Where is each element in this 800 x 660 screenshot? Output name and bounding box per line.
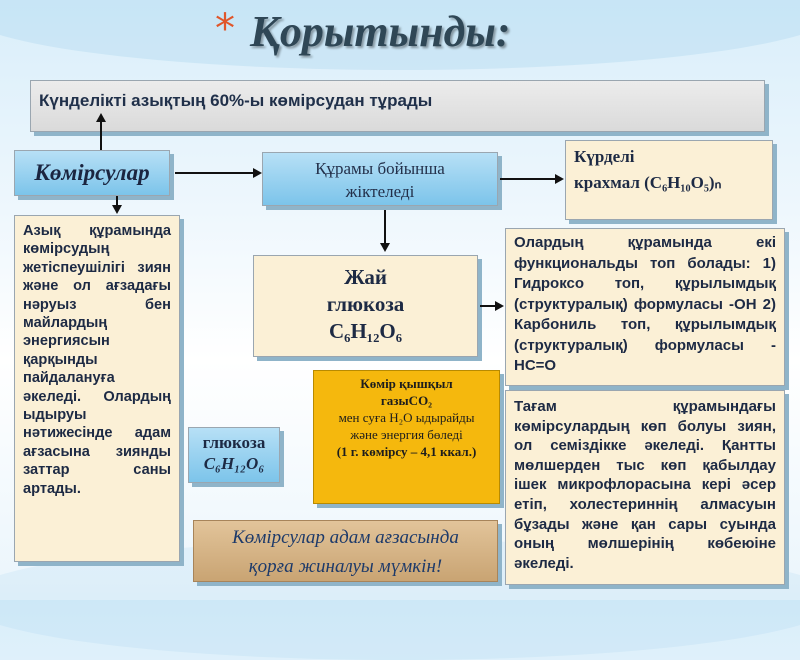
excess-text: Тағам құрамындағы көмірсулардың көп болуы зиян, ол семіздікке әкеледі. Қантты мөлшерден тыс көп қабылдау ішек микрофлорасына кері әсер етіп, холестериннің алмасуын бұзады және қан сары суында оның мөлшерінің көбеюіне әкеледі.: [514, 398, 776, 572]
simple-glucose-formula: C₆H₁₂O₆: [328, 319, 403, 343]
title-text: Қорытынды:: [250, 7, 511, 56]
complex-label: Күрделі: [574, 147, 635, 166]
arrow-down-line-2: [384, 210, 386, 245]
decomposition-line-3: мен суға H₂O ыдырайды: [338, 410, 475, 425]
glucose-formula: C₆H₁₂O₆: [203, 454, 265, 473]
carbohydrates-box: [14, 150, 170, 196]
composition-box: [262, 152, 498, 206]
arrow-right-head-2-icon: [555, 174, 564, 184]
arrow-right-line-2: [500, 178, 557, 180]
functional-groups-box: [505, 228, 785, 386]
starch-formula: крахмал (C₆H₁₀O₅)ₙ: [574, 173, 722, 192]
excess-box: [505, 390, 785, 585]
daily-intake-text: Күнделікті азықтың 60%-ы көмірсудан тұрады: [39, 91, 433, 110]
arrow-right-head-3-icon: [495, 301, 504, 311]
composition-line-2: жіктеледі: [345, 182, 415, 201]
title-star-icon: *: [215, 6, 235, 52]
deficiency-box: [14, 215, 180, 562]
arrow-down-head-icon: [112, 205, 122, 214]
decomposition-line-5: (1 г. көмірсу – 4,1 ккал.): [336, 444, 477, 459]
deficiency-text: Азық құрамында көмірсудың жетіспеушілігі зиян және ол ағзадағы нәруыз бен майлардың энергиясын қарқынды пайдалануға әкеледі. Олардың ыдыруы нәтижесінде адам ағзасына зиянды заттар саны артады.: [23, 223, 171, 497]
decomposition-line-4: және энергия бөледі: [350, 427, 463, 442]
composition-line-1: Құрамы бойынша: [315, 159, 445, 178]
arrow-up-head-icon: [96, 113, 106, 122]
functional-groups-text: Олардың құрамында екі функциональды топ болады: 1) Гидроксо топ, құрылымдық (структуралық) формуласы -ОН 2) Карбониль топ, құрылымдық (структуралық) формуласы - НС=О: [514, 234, 776, 374]
daily-intake-box: [30, 80, 765, 132]
arrow-right-line-1: [175, 172, 255, 174]
simple-carb-box: [253, 255, 478, 357]
arrow-down-head-2-icon: [380, 243, 390, 252]
simple-glucose-label: глюкоза: [326, 292, 405, 316]
decomposition-box: [313, 370, 500, 504]
decomposition-line-2: газыCO₂: [380, 393, 433, 408]
arrow-up-line: [100, 122, 102, 150]
complex-carb-box: [565, 140, 773, 220]
simple-label: Жай: [344, 265, 387, 289]
carbohydrates-label: Көмірсулар: [34, 160, 150, 185]
decomposition-line-1: Көмір қышқыл: [360, 376, 453, 391]
storage-line-2: қорға жиналуы мүмкін!: [248, 556, 443, 577]
glucose-box: [188, 427, 280, 483]
glucose-label: глюкоза: [202, 433, 266, 452]
storage-line-1: Көмірсулар адам ағзасында: [232, 527, 459, 548]
arrow-right-head-1-icon: [253, 168, 262, 178]
slide-title: [215, 6, 615, 66]
storage-box: [193, 520, 498, 582]
